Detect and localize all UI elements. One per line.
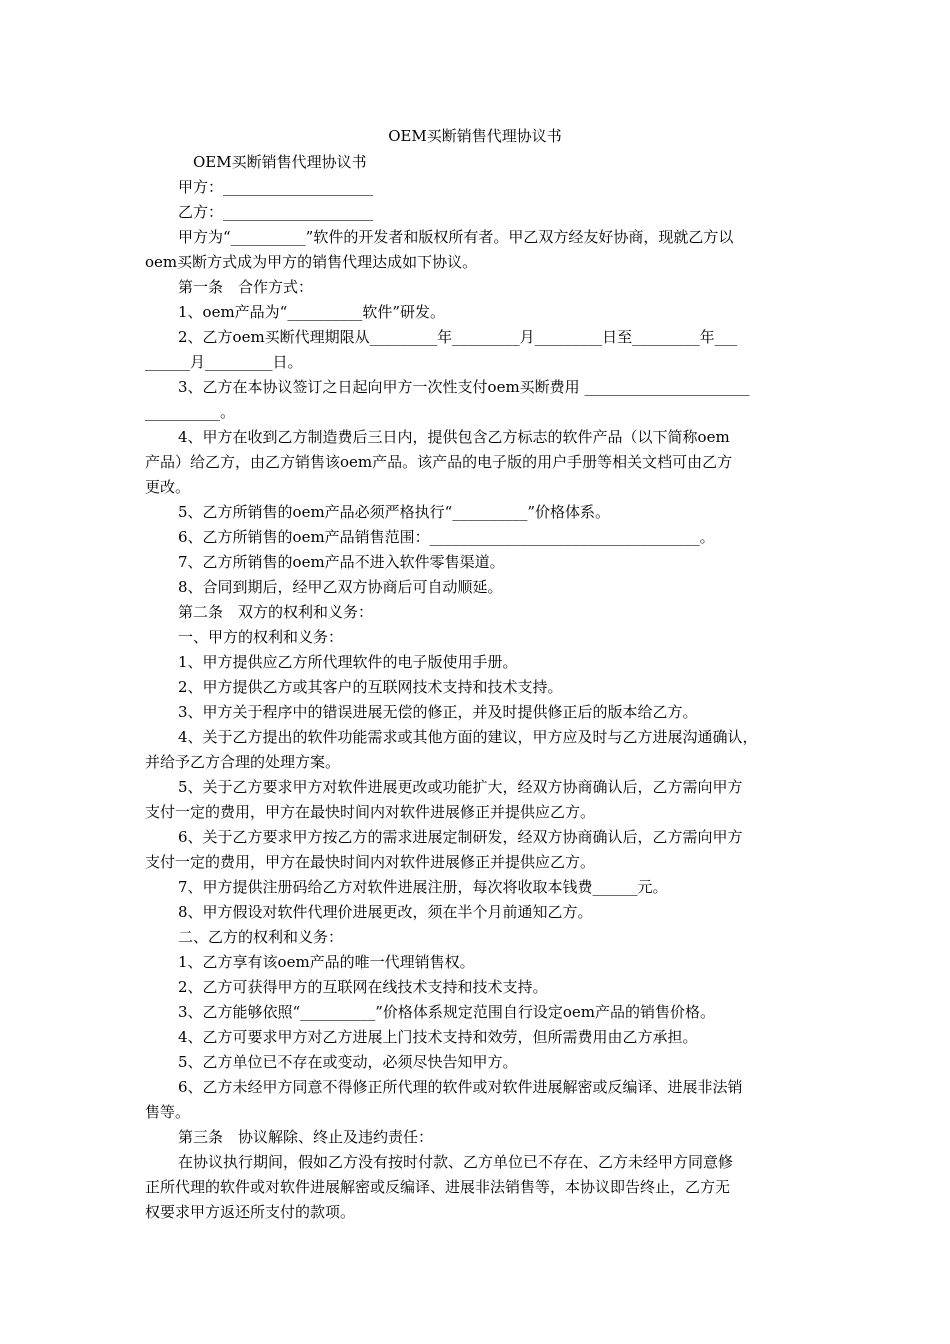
paragraph-line: oem买断方式成为甲方的销售代理达成如下协议。	[145, 253, 478, 271]
party-a: 甲方：____________________	[178, 178, 374, 196]
paragraph-line: 1、乙方享有该oem产品的唯一代理销售权。	[178, 953, 475, 971]
section-heading: 第一条 合作方式：	[178, 278, 314, 296]
paragraph-line: 甲方为“__________”软件的开发者和版权所有者。甲乙双方经友好协商，现就乙方以	[178, 228, 734, 246]
paragraph-line: 1、oem产品为“__________软件”研发。	[178, 303, 446, 321]
page-title: OEM买断销售代理协议书	[388, 127, 562, 145]
paragraph-line: 8、合同到期后，经甲乙双方协商后可自动顺延。	[178, 578, 503, 596]
paragraph-line: 3、乙方在本协议签订之日起向甲方一次性支付oem买断费用 ______________________	[178, 378, 750, 396]
paragraph-line: __________。	[145, 403, 236, 421]
paragraph-line: 6、乙方所销售的oem产品销售范围：____________________________________。	[178, 528, 715, 546]
paragraph-line: 在协议执行期间，假如乙方没有按时付款、乙方单位已不存在、乙方未经甲方同意修	[178, 1153, 734, 1171]
section-heading: 第三条 协议解除、终止及违约责任：	[178, 1128, 434, 1146]
paragraph-line: 并给予乙方合理的处理方案。	[145, 753, 341, 771]
paragraph-line: 4、关于乙方提出的软件功能需求或其他方面的建议，甲方应及时与乙方进展沟通确认，	[178, 728, 758, 746]
paragraph-line: 2、甲方提供乙方或其客户的互联网技术支持和技术支持。	[178, 678, 563, 696]
paragraph-line: 2、乙方oem买断代理期限从_________年_________月_________日至_________年___	[178, 328, 738, 346]
paragraph-line: 更改。	[145, 478, 191, 496]
paragraph-line: 权要求甲方返还所支付的款项。	[145, 1203, 356, 1221]
paragraph-line: 2、乙方可获得甲方的互联网在线技术支持和技术支持。	[178, 978, 548, 996]
paragraph-line: 产品）给乙方，由乙方销售该oem产品。该产品的电子版的用户手册等相关文档可由乙方	[145, 453, 733, 471]
paragraph-line: 3、乙方能够依照“__________”价格体系规定范围自行设定oem产品的销售价格。	[178, 1003, 716, 1021]
paragraph-line: 8、甲方假设对软件代理价进展更改，须在半个月前通知乙方。	[178, 903, 593, 921]
paragraph-line: 正所代理的软件或对软件进展解密或反编译、进展非法销售等，本协议即告终止，乙方无	[145, 1178, 731, 1196]
paragraph-line: 7、甲方提供注册码给乙方对软件进展注册，每次将收取本钱费______元。	[178, 878, 668, 896]
paragraph-line: 7、乙方所销售的oem产品不进入软件零售渠道。	[178, 553, 505, 571]
subsection-heading: 一、甲方的权利和义务：	[178, 628, 344, 646]
paragraph-line: 6、乙方未经甲方同意不得修正所代理的软件或对软件进展解密或反编译、进展非法销	[178, 1078, 743, 1096]
party-b: 乙方：____________________	[178, 203, 374, 221]
paragraph-line: 4、甲方在收到乙方制造费后三日内，提供包含乙方标志的软件产品（以下简称oem	[178, 428, 730, 446]
subsection-heading: 二、乙方的权利和义务：	[178, 928, 344, 946]
paragraph-line: 支付一定的费用，甲方在最快时间内对软件进展修正并提供应乙方。	[145, 803, 596, 821]
paragraph-line: 5、关于乙方要求甲方对软件进展更改或功能扩大，经双方协商确认后，乙方需向甲方	[178, 778, 743, 796]
paragraph-line: 5、乙方所销售的oem产品必须严格执行“__________”价格体系。	[178, 503, 611, 521]
section-heading: 第二条 双方的权利和义务：	[178, 603, 374, 621]
paragraph-line: ______月_________日。	[145, 353, 303, 371]
paragraph-line: 1、甲方提供应乙方所代理软件的电子版使用手册。	[178, 653, 518, 671]
paragraph-line: 售等。	[145, 1103, 191, 1121]
paragraph-line: 6、关于乙方要求甲方按乙方的需求进展定制研发，经双方协商确认后，乙方需向甲方	[178, 828, 743, 846]
subtitle: OEM买断销售代理协议书	[193, 153, 367, 171]
paragraph-line: 5、乙方单位已不存在或变动，必须尽快告知甲方。	[178, 1053, 518, 1071]
paragraph-line: 支付一定的费用，甲方在最快时间内对软件进展修正并提供应乙方。	[145, 853, 596, 871]
paragraph-line: 3、甲方关于程序中的错误进展无偿的修正，并及时提供修正后的版本给乙方。	[178, 703, 698, 721]
paragraph-line: 4、乙方可要求甲方对乙方进展上门技术支持和效劳，但所需费用由乙方承担。	[178, 1028, 698, 1046]
